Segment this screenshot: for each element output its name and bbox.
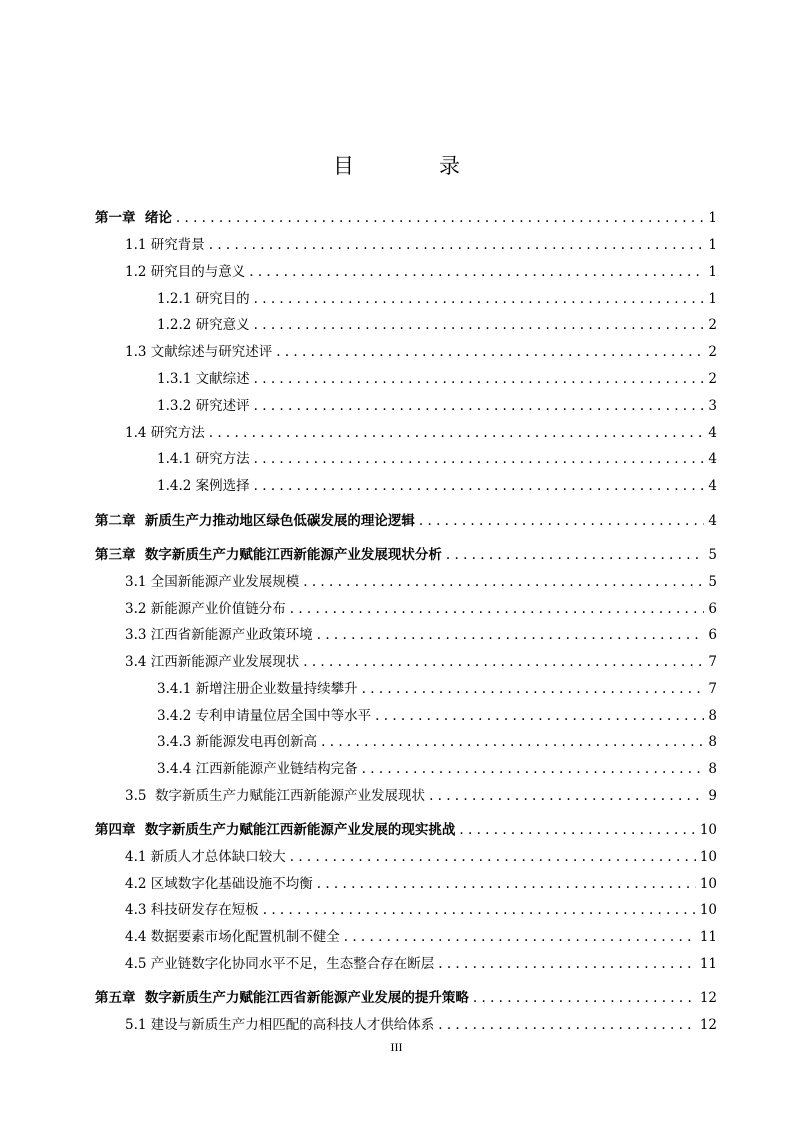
toc-entry[interactable] [157, 476, 717, 496]
toc-entry[interactable] [125, 572, 717, 592]
toc-entry-label: 数字新质生产力赋能江西省新能源产业发展的提升策略 [144, 990, 469, 1006]
toc-entry[interactable] [95, 208, 717, 228]
toc-leader-dots [375, 706, 704, 726]
toc-entry-label: 江西新能源产业发展现状 [150, 654, 300, 670]
toc-entry-page: 11 [699, 956, 717, 972]
toc-entry-page: 12 [699, 1017, 717, 1033]
toc-entry-label: 文献综述与研究述评 [150, 344, 273, 360]
toc-entry-label: 新质人才总体缺口较大 [150, 849, 286, 865]
toc-entry-label: 新质生产力推动地区绿色低碳发展的理论逻辑 [144, 513, 415, 529]
toc-entry-page: 7 [708, 654, 717, 670]
toc-entry-number: 3.4.1 [157, 681, 196, 697]
toc-entry-page: 10 [699, 822, 717, 838]
toc-entry-page: 10 [699, 876, 717, 892]
toc-leader-dots [317, 625, 705, 645]
toc-entry-label: 新增注册企业数量持续攀升 [195, 681, 358, 697]
toc-entry[interactable] [125, 874, 717, 894]
toc-entry-number: 3.3 [125, 627, 151, 643]
toc-entry-label: 绪论 [144, 210, 172, 226]
toc-leader-dots [446, 545, 705, 565]
toc-entry-number: 4.3 [125, 902, 151, 918]
toc-entry[interactable] [125, 423, 717, 443]
toc-entry-number: 第五章 [95, 990, 145, 1006]
toc-entry-number: 3.5 [125, 788, 156, 804]
toc-entry-label: 区域数字化基础设施不均衡 [150, 876, 313, 892]
toc-entry[interactable] [157, 759, 717, 779]
toc-entry-label: 案例选择 [195, 478, 250, 494]
toc-entry-page: 4 [708, 513, 717, 529]
page-title: 目 录 [333, 154, 492, 178]
toc-entry[interactable] [95, 545, 717, 565]
toc-entry-number: 第一章 [95, 210, 145, 226]
toc-entry-page: 8 [708, 708, 717, 724]
toc-entry[interactable] [125, 847, 717, 867]
toc-leader-dots [429, 786, 704, 806]
toc-entry-page: 10 [699, 902, 717, 918]
toc-entry-page: 5 [708, 547, 717, 563]
toc-leader-dots [303, 572, 704, 592]
toc-entry-page: 4 [708, 451, 717, 467]
toc-entry-label: 全国新能源产业发展规模 [150, 574, 300, 590]
toc-entry-page: 1 [708, 210, 717, 226]
toc-leader-dots [209, 423, 705, 443]
toc-entry-label: 数字新质生产力赋能江西新能源产业发展现状分析 [144, 547, 442, 563]
toc-entry-label: 科技研发存在短板 [150, 902, 259, 918]
toc-entry[interactable] [157, 679, 717, 699]
toc-entry-number: 3.4.4 [157, 761, 196, 777]
toc-entry-number: 第四章 [95, 822, 145, 838]
toc-entry-label: 研究方法 [195, 451, 250, 467]
toc-leader-dots [290, 847, 696, 867]
toc-entry-label: 研究意义 [195, 317, 250, 333]
toc-entry-label: 文献综述 [195, 371, 250, 387]
toc-entry[interactable] [95, 820, 717, 840]
toc-entry-number: 3.1 [125, 574, 151, 590]
toc-entry-label: 数字新质生产力赋能江西新能源产业发展现状 [155, 788, 426, 804]
toc-leader-dots [254, 369, 705, 389]
toc-entry-page: 6 [708, 601, 717, 617]
toc-entry-page: 1 [708, 291, 717, 307]
toc-entry[interactable] [125, 262, 717, 282]
toc-entry[interactable] [125, 625, 717, 645]
toc-entry[interactable] [157, 315, 717, 335]
toc-entry-number: 3.2 [125, 601, 151, 617]
toc-leader-dots [254, 396, 705, 416]
toc-entry-page: 8 [708, 761, 717, 777]
toc-leader-dots [263, 900, 696, 920]
toc-entry-page: 9 [708, 788, 717, 804]
toc-leader-dots [254, 289, 705, 309]
toc-entry-page: 4 [708, 478, 717, 494]
toc-entry[interactable] [157, 732, 717, 752]
toc-leader-dots [254, 449, 705, 469]
toc-entry-number: 4.2 [125, 876, 151, 892]
toc-entry-page: 1 [708, 264, 717, 280]
toc-entry[interactable] [157, 449, 717, 469]
toc-entry-number: 1.3 [125, 344, 151, 360]
toc-entry[interactable] [95, 511, 717, 531]
toc-entry-number: 5.1 [125, 1017, 151, 1033]
toc-entry-page: 3 [708, 398, 717, 414]
toc-entry-label: 专利申请量位居全国中等水平 [195, 708, 372, 724]
toc-leader-dots [362, 759, 705, 779]
toc-entry[interactable] [125, 954, 717, 974]
toc-entry-label: 研究方法 [150, 425, 205, 441]
toc-leader-dots [303, 652, 704, 672]
toc-entry-label: 建设与新质生产力相匹配的高科技人才供给体系 [150, 1017, 435, 1033]
toc-entry[interactable] [157, 396, 717, 416]
toc-entry-number: 4.4 [125, 929, 151, 945]
toc-entry-label: 研究目的 [195, 291, 250, 307]
toc-leader-dots [276, 342, 704, 362]
toc-leader-dots [209, 235, 705, 255]
toc-entry-number: 1.3.1 [157, 371, 196, 387]
toc-entry-number: 1.1 [125, 237, 151, 253]
toc-entry-page: 2 [708, 344, 717, 360]
toc-entry[interactable] [157, 369, 717, 389]
toc-entry-page: 6 [708, 627, 717, 643]
toc-entry-page: 4 [708, 425, 717, 441]
toc-entry[interactable] [125, 786, 717, 806]
toc-entry-number: 3.4 [125, 654, 151, 670]
toc-leader-dots [362, 679, 705, 699]
toc-leader-dots [254, 476, 705, 496]
toc-entry-label: 研究述评 [195, 398, 250, 414]
toc-entry-label: 数据要素市场化配置机制不健全 [150, 929, 340, 945]
toc-leader-dots [176, 208, 705, 228]
toc-leader-dots [473, 988, 696, 1008]
toc-entry-number: 1.2.2 [157, 317, 196, 333]
toc-leader-dots [254, 315, 705, 335]
toc-leader-dots [321, 732, 704, 752]
toc-entry-label: 新能源产业价值链分布 [150, 601, 286, 617]
toc-entry-number: 1.4.2 [157, 478, 196, 494]
toc-leader-dots [290, 599, 705, 619]
toc-entry-number: 4.5 [125, 956, 151, 972]
toc-entry[interactable] [125, 900, 717, 920]
toc-entry-page: 1 [708, 237, 717, 253]
toc-leader-dots [438, 954, 696, 974]
toc-entry-page: 5 [708, 574, 717, 590]
toc-entry[interactable] [125, 1015, 717, 1035]
toc-entry[interactable] [125, 927, 717, 947]
toc-entry-number: 1.2.1 [157, 291, 196, 307]
toc-entry-page: 10 [699, 849, 717, 865]
toc-entry-number: 4.1 [125, 849, 151, 865]
toc-entry-number: 3.4.2 [157, 708, 196, 724]
page-number: III [390, 1040, 403, 1054]
toc-entry[interactable] [157, 289, 717, 309]
toc-entry[interactable] [157, 706, 717, 726]
toc-entry-page: 2 [708, 371, 717, 387]
toc-entry-label: 研究目的与意义 [150, 264, 246, 280]
toc-entry-page: 11 [699, 929, 717, 945]
toc-entry-page: 8 [708, 734, 717, 750]
toc-entry[interactable] [125, 599, 717, 619]
toc-entry-label: 江西新能源产业链结构完备 [195, 761, 358, 777]
toc-entry-label: 江西省新能源产业政策环境 [150, 627, 313, 643]
toc-entry-label: 研究背景 [150, 237, 205, 253]
toc-entry-number: 第三章 [95, 547, 145, 563]
toc-entry-number: 第二章 [95, 513, 145, 529]
toc-entry-number: 1.3.2 [157, 398, 196, 414]
toc-leader-dots [344, 927, 696, 947]
toc-entry-number: 3.4.3 [157, 734, 196, 750]
toc-leader-dots [249, 262, 704, 282]
toc-entry[interactable] [125, 342, 717, 362]
toc-leader-dots [438, 1015, 696, 1035]
toc-entry-label: 新能源发电再创新高 [195, 734, 318, 750]
toc-entry-label: 数字新质生产力赋能江西新能源产业发展的现实挑战 [144, 822, 456, 838]
toc-entry[interactable] [125, 235, 717, 255]
toc-entry-page: 12 [699, 990, 717, 1006]
toc-leader-dots [317, 874, 696, 894]
toc-entry[interactable] [95, 988, 717, 1008]
toc-entry-label: 产业链数字化协同水平不足，生态整合存在断层 [150, 956, 435, 972]
toc-entry-number: 1.4.1 [157, 451, 196, 467]
toc-leader-dots [419, 511, 705, 531]
toc-entry-number: 1.2 [125, 264, 151, 280]
toc-entry-page: 7 [708, 681, 717, 697]
toc-entry-page: 2 [708, 317, 717, 333]
toc-leader-dots [459, 820, 695, 840]
toc-entry[interactable] [125, 652, 717, 672]
toc-entry-number: 1.4 [125, 425, 151, 441]
